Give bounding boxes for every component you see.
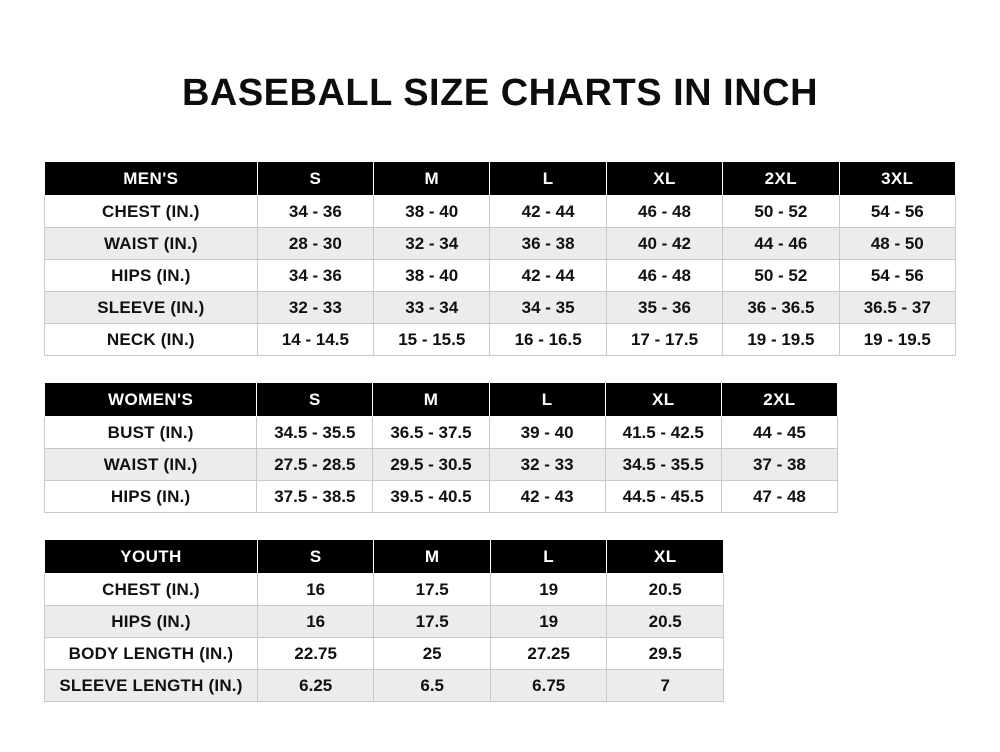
table-row [45,481,838,513]
table-row [45,196,956,228]
cell-value: 46 - 48 [606,196,722,228]
column-header-s: S [257,540,374,574]
row-label: CHEST (IN.) [45,574,258,606]
cell-value: 35 - 36 [606,292,722,324]
cell-value: 48 - 50 [839,228,955,260]
cell-value: 37.5 - 38.5 [257,481,373,513]
column-header-l: L [489,383,605,417]
cell-value: 17 - 17.5 [606,324,722,356]
column-header-category: MEN'S [45,162,258,196]
row-label: HIPS (IN.) [45,260,258,292]
column-header-m: M [373,383,489,417]
table-row [45,292,956,324]
column-header-category: WOMEN'S [45,383,257,417]
cell-value: 39 - 40 [489,417,605,449]
table-row [45,417,838,449]
table-row [45,638,724,670]
table-row [45,260,956,292]
cell-value: 36 - 36.5 [723,292,839,324]
table-row [45,574,724,606]
cell-value: 22.75 [257,638,374,670]
cell-value: 27.5 - 28.5 [257,449,373,481]
table-row [45,324,956,356]
cell-value: 42 - 44 [490,196,606,228]
cell-value: 16 [257,574,374,606]
cell-value: 17.5 [374,574,491,606]
row-label: WAIST (IN.) [45,449,257,481]
cell-value: 19 - 19.5 [839,324,955,356]
cell-value: 20.5 [607,574,724,606]
table-row [45,606,724,638]
column-header-2xl: 2XL [721,383,837,417]
page-title: BASEBALL SIZE CHARTS IN INCH [181,72,819,114]
row-label: SLEEVE LENGTH (IN.) [45,670,258,702]
cell-value: 32 - 34 [374,228,490,260]
column-header-xl: XL [607,540,724,574]
row-label: CHEST (IN.) [45,196,258,228]
row-label: HIPS (IN.) [45,481,257,513]
table-row [45,449,838,481]
column-header-l: L [490,540,607,574]
column-header-m: M [374,540,491,574]
table-header-row [45,540,724,574]
cell-value: 50 - 52 [723,196,839,228]
cell-value: 54 - 56 [839,196,955,228]
table-row [45,228,956,260]
cell-value: 7 [607,670,724,702]
cell-value: 36.5 - 37 [839,292,955,324]
cell-value: 19 [490,606,607,638]
row-label: NECK (IN.) [45,324,258,356]
cell-value: 6.5 [374,670,491,702]
cell-value: 32 - 33 [489,449,605,481]
cell-value: 34 - 36 [257,260,373,292]
table-row [45,670,724,702]
row-label: HIPS (IN.) [45,606,258,638]
column-header-xl: XL [605,383,721,417]
cell-value: 19 - 19.5 [723,324,839,356]
column-header-3xl: 3XL [839,162,955,196]
column-header-l: L [490,162,606,196]
cell-value: 50 - 52 [723,260,839,292]
cell-value: 29.5 [607,638,724,670]
cell-value: 44 - 45 [721,417,837,449]
cell-value: 20.5 [607,606,724,638]
column-header-s: S [257,383,373,417]
table-header-row [45,383,838,417]
cell-value: 54 - 56 [839,260,955,292]
cell-value: 33 - 34 [374,292,490,324]
cell-value: 34.5 - 35.5 [257,417,373,449]
womens-size-table [44,382,838,513]
cell-value: 40 - 42 [606,228,722,260]
cell-value: 36.5 - 37.5 [373,417,489,449]
size-tables-container [0,161,1000,702]
cell-value: 44 - 46 [723,228,839,260]
column-header-m: M [374,162,490,196]
cell-value: 16 - 16.5 [490,324,606,356]
cell-value: 42 - 44 [490,260,606,292]
cell-value: 34 - 35 [490,292,606,324]
cell-value: 15 - 15.5 [374,324,490,356]
row-label: BODY LENGTH (IN.) [45,638,258,670]
column-header-category: YOUTH [45,540,258,574]
cell-value: 32 - 33 [257,292,373,324]
cell-value: 37 - 38 [721,449,837,481]
cell-value: 34 - 36 [257,196,373,228]
row-label: WAIST (IN.) [45,228,258,260]
cell-value: 17.5 [374,606,491,638]
cell-value: 25 [374,638,491,670]
cell-value: 41.5 - 42.5 [605,417,721,449]
youth-size-table [44,539,724,702]
column-header-s: S [257,162,373,196]
row-label: BUST (IN.) [45,417,257,449]
cell-value: 38 - 40 [374,196,490,228]
cell-value: 6.75 [490,670,607,702]
cell-value: 14 - 14.5 [257,324,373,356]
cell-value: 19 [490,574,607,606]
cell-value: 34.5 - 35.5 [605,449,721,481]
cell-value: 44.5 - 45.5 [605,481,721,513]
mens-size-table [44,161,956,356]
cell-value: 6.25 [257,670,374,702]
cell-value: 42 - 43 [489,481,605,513]
cell-value: 39.5 - 40.5 [373,481,489,513]
cell-value: 47 - 48 [721,481,837,513]
cell-value: 29.5 - 30.5 [373,449,489,481]
column-header-2xl: 2XL [723,162,839,196]
table-header-row [45,162,956,196]
cell-value: 16 [257,606,374,638]
cell-value: 36 - 38 [490,228,606,260]
cell-value: 46 - 48 [606,260,722,292]
cell-value: 38 - 40 [374,260,490,292]
row-label: SLEEVE (IN.) [45,292,258,324]
cell-value: 27.25 [490,638,607,670]
cell-value: 28 - 30 [257,228,373,260]
column-header-xl: XL [606,162,722,196]
